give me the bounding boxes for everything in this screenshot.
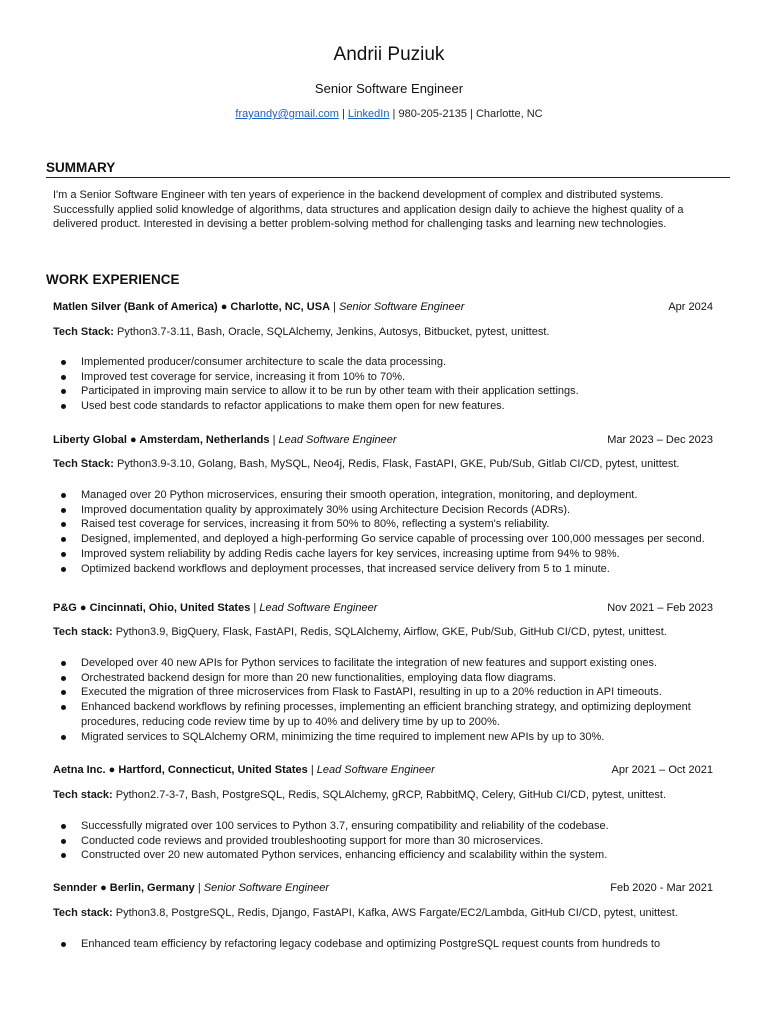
list-item bbox=[53, 700, 713, 729]
tech-stack-value: Python3.7-3.11, Bash, Oracle, SQLAlchemy, Jenkins, Autosys, Bitbucket, pytest, unittest. bbox=[117, 326, 550, 338]
bullet-dot-icon bbox=[61, 567, 66, 572]
bullet-text: Improved documentation quality by approximately 30% using Architecture Decision Records (ADRs). bbox=[81, 503, 571, 516]
bullet-dot-icon bbox=[61, 676, 66, 681]
bullet-dot-icon bbox=[61, 522, 66, 527]
job-bullets bbox=[53, 937, 713, 952]
bullet-dot-icon bbox=[61, 839, 66, 844]
contact-separator: | bbox=[341, 108, 345, 120]
job-company: Sennder ● Berlin, Germany bbox=[53, 882, 195, 894]
bullet-dot-icon bbox=[61, 824, 66, 829]
list-item bbox=[53, 488, 713, 503]
list-item bbox=[53, 834, 713, 849]
bullet-text: Managed over 20 Python microservices, ensuring their smooth operation, integration, monitoring, and deployment. bbox=[81, 489, 638, 501]
candidate-name: Andrii Puziuk bbox=[333, 44, 445, 65]
job-header bbox=[53, 434, 713, 450]
bullet-text: Implemented producer/consumer architecture to scale the data processing. bbox=[81, 356, 447, 368]
job-bullets bbox=[53, 819, 713, 863]
tech-stack-value: Python3.9, BigQuery, Flask, FastAPI, Redis, SQLAlchemy, Airflow, GKE, Pub/Sub, GitHub CI/CD, pytest, unittest. bbox=[115, 626, 667, 638]
list-item bbox=[53, 399, 713, 414]
bullet-dot-icon bbox=[61, 375, 66, 380]
bullet-dot-icon bbox=[61, 360, 66, 365]
bullet-dot-icon bbox=[61, 690, 66, 695]
bullet-text: Orchestrated backend design for more than 20 new functionalities, employing data flow diagrams. bbox=[81, 671, 557, 684]
job-bullets bbox=[53, 656, 713, 744]
job-separator: | bbox=[253, 602, 257, 614]
job-bullets bbox=[53, 355, 713, 414]
bullet-dot-icon bbox=[61, 661, 66, 666]
email-link[interactable]: frayandy@gmail.com bbox=[235, 108, 339, 120]
bullet-dot-icon bbox=[61, 404, 66, 409]
list-item bbox=[53, 656, 713, 671]
job-dates: Mar 2023 – Dec 2023 bbox=[607, 434, 713, 446]
job-role: Senior Software Engineer bbox=[203, 882, 330, 894]
job-separator: | bbox=[197, 882, 201, 894]
candidate-title: Senior Software Engineer bbox=[314, 81, 464, 96]
list-item bbox=[53, 848, 713, 863]
bullet-text: Successfully migrated over 100 services to Python 3.7, ensuring compatibility and reliability of the codebase. bbox=[81, 820, 609, 832]
phone-number: 980-205-2135 bbox=[398, 108, 467, 120]
job-bullets bbox=[53, 488, 713, 576]
job-dates: Feb 2020 - Mar 2021 bbox=[610, 882, 713, 894]
job-dates: Apr 2021 – Oct 2021 bbox=[611, 764, 713, 776]
job-header bbox=[53, 764, 713, 780]
tech-stack-label: Tech stack: bbox=[53, 789, 113, 801]
summary-divider bbox=[46, 177, 730, 178]
list-item bbox=[53, 355, 713, 370]
list-item bbox=[53, 685, 713, 700]
location: Charlotte, NC bbox=[475, 108, 543, 120]
list-item bbox=[53, 562, 713, 577]
list-item bbox=[53, 671, 713, 686]
bullet-text: Constructed over 20 new automated Python services, enhancing efficiency and scalability within the system. bbox=[81, 849, 608, 862]
bullet-text: Optimized backend workflows and deployment processes, that increased service delivery from 5 to 1 minute. bbox=[81, 562, 610, 575]
job-tech-stack bbox=[53, 326, 721, 338]
job-header bbox=[53, 602, 713, 618]
bullet-text: Developed over 40 new APIs for Python services to facilitate the integration of new features and support existing ones. bbox=[81, 657, 658, 669]
job-company: Matlen Silver (Bank of America) ● Charlotte, NC, USA bbox=[53, 301, 331, 313]
bullet-dot-icon bbox=[61, 942, 66, 947]
bullet-text: Conducted code reviews and provided troubleshooting support for more than 30 microservices. bbox=[81, 834, 544, 847]
bullet-text: Enhanced backend workflows by refining processes, implementing an efficient branching strategy, and optimizing deployment procedures, reducing code review time by up to 40% and delivery time by up to 200%. bbox=[81, 701, 691, 728]
job-role: Senior Software Engineer bbox=[339, 301, 465, 313]
work-experience-heading: WORK EXPERIENCE bbox=[46, 272, 180, 287]
tech-stack-value: Python3.8, PostgreSQL, Redis, Django, FastAPI, Kafka, AWS Fargate/EC2/Lambda, GitHub CI/CD, pytest, unittest. bbox=[115, 907, 678, 919]
job-separator: | bbox=[333, 301, 336, 313]
bullet-text: Improved test coverage for service, increasing it from 10% to 70%. bbox=[81, 370, 406, 383]
list-item bbox=[53, 532, 713, 547]
job-separator: | bbox=[310, 764, 314, 776]
list-item bbox=[53, 547, 713, 562]
bullet-text: Improved system reliability by adding Redis cache layers for key services, increasing uptime from 94% to 98%. bbox=[81, 547, 620, 560]
job-tech-stack bbox=[53, 458, 721, 470]
job-role: Lead Software Engineer bbox=[278, 434, 397, 446]
job-company: P&G ● Cincinnati, Ohio, United States bbox=[53, 602, 251, 614]
bullet-dot-icon bbox=[61, 508, 66, 513]
summary-heading: SUMMARY bbox=[46, 160, 116, 175]
bullet-text: Migrated services to SQLAlchemy ORM, minimizing the time required to implement new APIs by up to 30%. bbox=[81, 730, 605, 743]
contact-separator: | bbox=[470, 108, 473, 120]
bullet-dot-icon bbox=[61, 853, 66, 858]
bullet-dot-icon bbox=[61, 552, 66, 557]
list-item bbox=[53, 730, 713, 745]
bullet-dot-icon bbox=[61, 493, 66, 498]
job-header bbox=[53, 882, 713, 898]
job-company: Aetna Inc. ● Hartford, Connecticut, United States bbox=[53, 764, 308, 776]
bullet-dot-icon bbox=[61, 735, 66, 740]
bullet-dot-icon bbox=[61, 705, 66, 710]
bullet-text: Raised test coverage for services, increasing it from 50% to 80%, reflecting a system's reliability. bbox=[81, 518, 550, 531]
linkedin-link[interactable]: LinkedIn bbox=[347, 108, 390, 120]
job-separator: | bbox=[272, 434, 276, 446]
tech-stack-label: Tech Stack: bbox=[53, 458, 114, 470]
bullet-text: Enhanced team efficiency by refactoring legacy codebase and optimizing PostgreSQL request counts from hundreds to bbox=[81, 938, 661, 950]
job-role: Lead Software Engineer bbox=[316, 764, 435, 776]
job-tech-stack bbox=[53, 907, 721, 919]
summary-text: I'm a Senior Software Engineer with ten years of experience in the backend development of complex and distributed systems. Successfully applied solid knowledge of algorithms, data structures and application design daily to achieve the highest quality of a delivered product. Interested in devising a better problem-solving method for challenging tasks and learning new technologies. bbox=[53, 189, 684, 231]
list-item bbox=[53, 937, 713, 952]
bullet-text: Used best code standards to refactor applications to make them open for new features. bbox=[81, 400, 505, 413]
bullet-text: Executed the migration of three microservices from Flask to FastAPI, resulting in up to a 20% reduction in API timeouts. bbox=[81, 686, 662, 699]
job-dates: Nov 2021 – Feb 2023 bbox=[607, 602, 713, 614]
tech-stack-value: Python2.7-3-7, Bash, PostgreSQL, Redis, SQLAlchemy, gRCP, RabbitMQ, Celery, GitHub CI/CD, pytest, unittest. bbox=[115, 789, 667, 801]
contact-line bbox=[0, 108, 768, 120]
tech-stack-label: Tech Stack: bbox=[53, 326, 114, 338]
tech-stack-value: Python3.9-3.10, Golang, Bash, MySQL, Neo4j, Redis, Flask, FastAPI, GKE, Pub/Sub, Gitlab CI/CD, pytest, unittest. bbox=[117, 458, 680, 470]
tech-stack-label: Tech stack: bbox=[53, 626, 113, 638]
list-item bbox=[53, 370, 713, 385]
job-company: Liberty Global ● Amsterdam, Netherlands bbox=[53, 434, 270, 446]
bullet-dot-icon bbox=[61, 537, 66, 542]
list-item bbox=[53, 819, 713, 834]
list-item bbox=[53, 503, 713, 518]
job-header bbox=[53, 301, 713, 317]
bullet-text: Designed, implemented, and deployed a high-performing Go service capable of processing over 100,000 messages per second. bbox=[81, 533, 705, 546]
job-tech-stack bbox=[53, 789, 721, 801]
list-item bbox=[53, 517, 713, 532]
bullet-text: Participated in improving main service to allow it to be run by other team with their application settings. bbox=[81, 385, 579, 398]
contact-separator: | bbox=[392, 108, 396, 120]
tech-stack-label: Tech stack: bbox=[53, 907, 113, 919]
job-role: Lead Software Engineer bbox=[259, 602, 378, 614]
bullet-dot-icon bbox=[61, 389, 66, 394]
list-item bbox=[53, 384, 713, 399]
job-tech-stack bbox=[53, 626, 721, 638]
job-dates: Apr 2024 bbox=[668, 301, 713, 313]
